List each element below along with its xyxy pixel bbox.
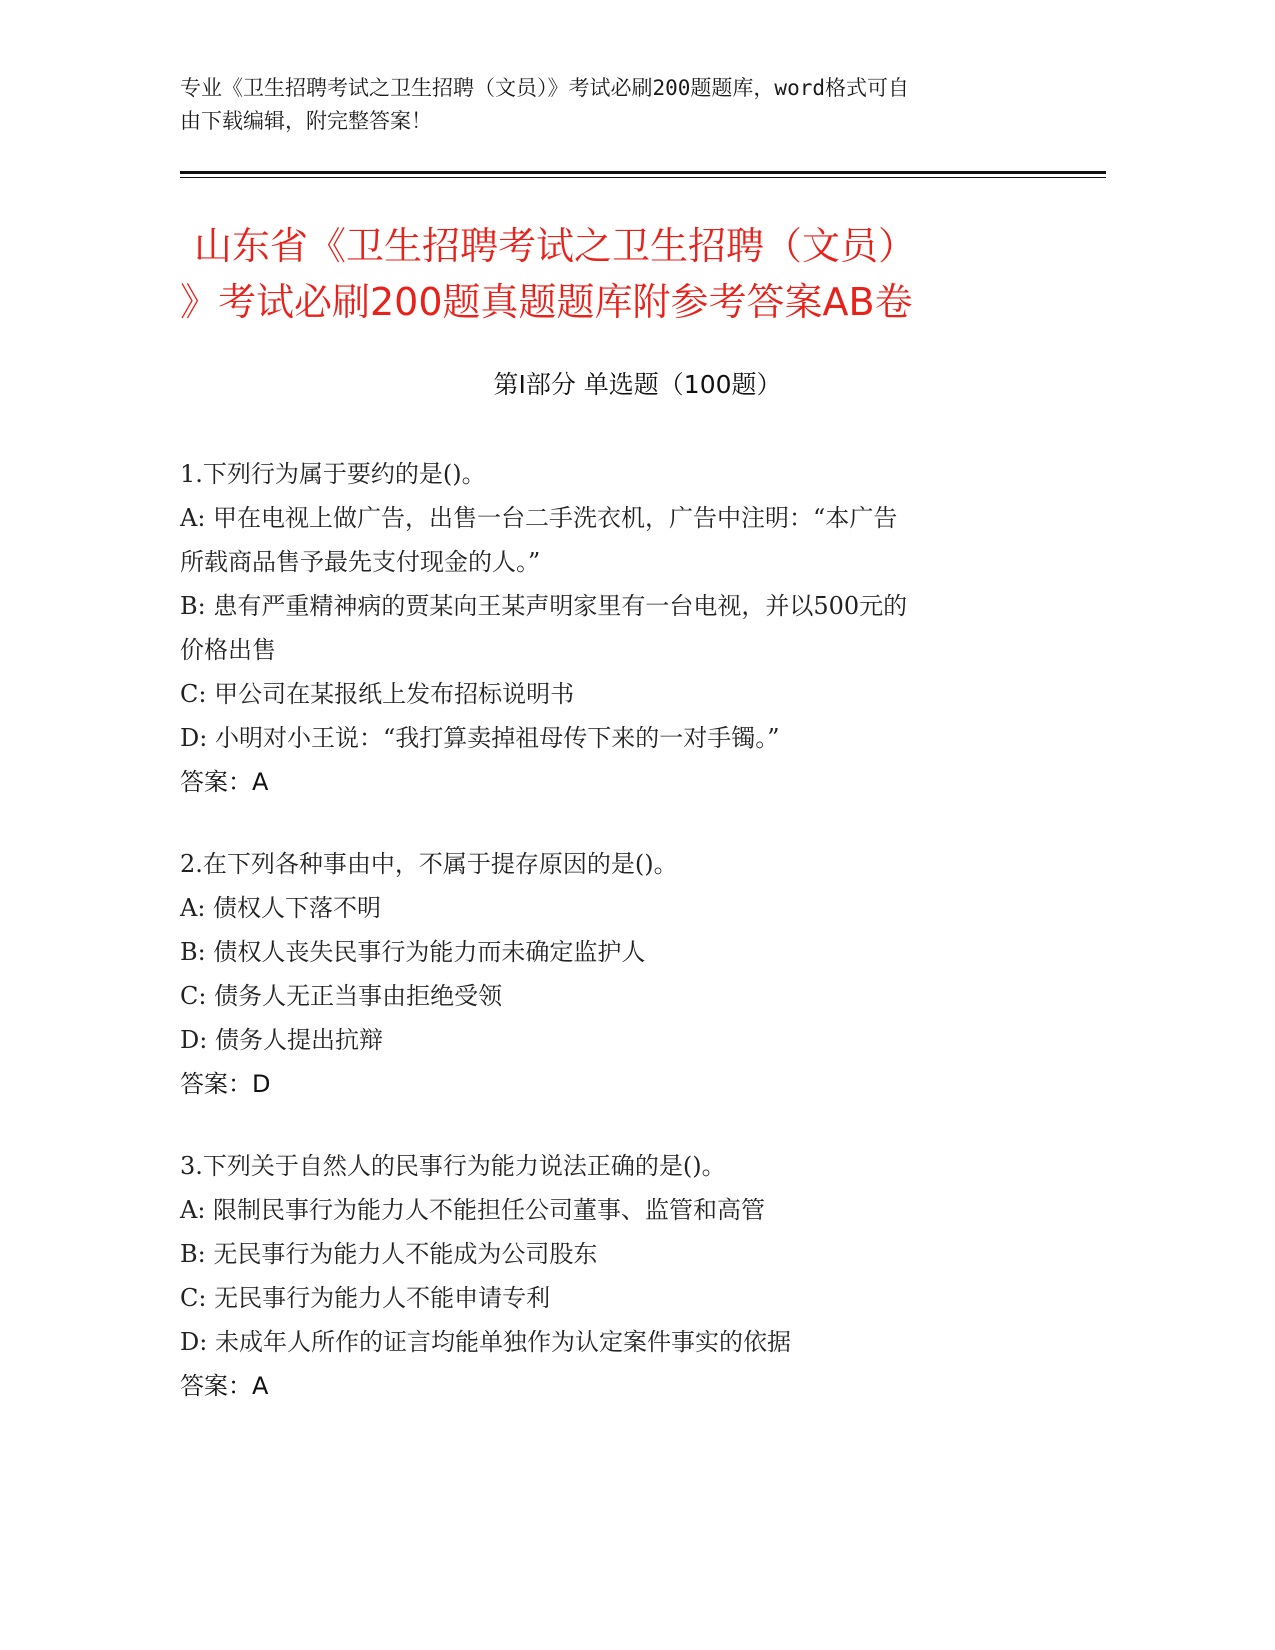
header-note-line-2: 由下载编辑，附完整答案！ bbox=[180, 109, 432, 133]
answer-label: 答案：A bbox=[180, 768, 269, 796]
header-note bbox=[180, 72, 1060, 138]
question-item bbox=[180, 842, 1080, 1106]
document-title bbox=[180, 218, 1106, 330]
section-heading: 第Ⅰ部分 单选题（100题） bbox=[493, 370, 782, 399]
option-b-continued: 价格出售 bbox=[180, 636, 276, 664]
option-b: B: 患有严重精神病的贾某向王某声明家里有一台电视，并以500元的 bbox=[180, 592, 908, 620]
question-item bbox=[180, 452, 1080, 804]
header-note-line-1: 专业《卫生招聘考试之卫生招聘（文员）》考试必刷200题题库，word格式可自 bbox=[180, 76, 909, 100]
option-a: A: 限制民事行为能力人不能担任公司董事、监管和高管 bbox=[180, 1196, 766, 1224]
question-list bbox=[180, 452, 1080, 1446]
question-stem: 3.下列关于自然人的民事行为能力说法正确的是()。 bbox=[180, 1152, 726, 1180]
question-stem: 1.下列行为属于要约的是()。 bbox=[180, 460, 486, 488]
option-c: C: 无民事行为能力人不能申请专利 bbox=[180, 1284, 551, 1312]
question-item bbox=[180, 1144, 1080, 1408]
option-b: B: 无民事行为能力人不能成为公司股东 bbox=[180, 1240, 598, 1268]
answer-label: 答案：D bbox=[180, 1070, 271, 1098]
option-a: A: 甲在电视上做广告，出售一台二手洗衣机，广告中注明：“本广告 bbox=[180, 504, 898, 532]
header-divider-thick bbox=[180, 171, 1106, 174]
question-stem: 2.在下列各种事由中，不属于提存原因的是()。 bbox=[180, 850, 678, 878]
option-a-continued: 所载商品售予最先支付现金的人。” bbox=[180, 548, 541, 576]
answer-label: 答案：A bbox=[180, 1372, 269, 1400]
option-c: C: 债务人无正当事由拒绝受领 bbox=[180, 982, 503, 1010]
option-d: D: 债务人提出抗辩 bbox=[180, 1026, 383, 1054]
document-title-line-1: 山东省《卫生招聘考试之卫生招聘（文员） bbox=[194, 224, 917, 268]
option-d: D: 小明对小王说：“我打算卖掉祖母传下来的一对手镯。” bbox=[180, 724, 780, 752]
option-d: D: 未成年人所作的证言均能单独作为认定案件事实的依据 bbox=[180, 1328, 791, 1356]
header-divider-thin bbox=[180, 177, 1106, 178]
document-title-line-2: 》考试必刷200题真题题库附参考答案AB卷 bbox=[180, 280, 913, 324]
option-c: C: 甲公司在某报纸上发布招标说明书 bbox=[180, 680, 575, 708]
option-b: B: 债权人丧失民事行为能力而未确定监护人 bbox=[180, 938, 646, 966]
option-a: A: 债权人下落不明 bbox=[180, 894, 382, 922]
